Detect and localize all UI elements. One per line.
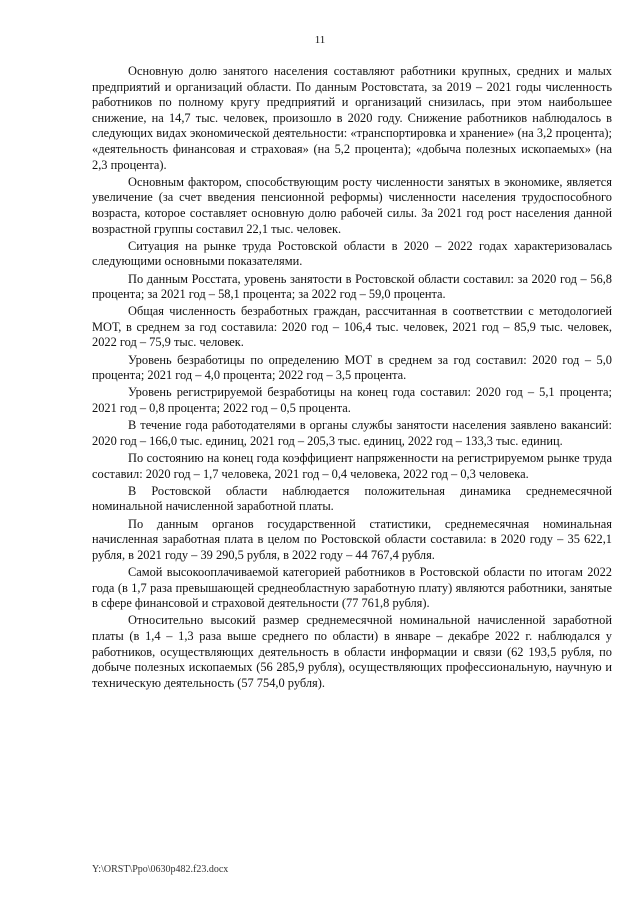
paragraph: Основную долю занятого населения составляют работники крупных, средних и малых предприятий и организаций области. По данным Ростовстата, за 2019 – 2021 годы численность работников по полному кругу предприятий и организаций снизилась, при этом наибольшее снижение, на 14,7 тыс. человек, произошло в 2020 году. Снижение работников наблюдалось в следующих видах экономической деятельности: «транспортировка и хранение» (на 3,2 процента); «деятельность финансовая и страховая» (на 5,2 процента); «добыча полезных ископаемых» (на 2,3 процента). [92,64,612,172]
paragraph: Ситуация на рынке труда Ростовской области в 2020 – 2022 годах характеризовалась следующими основными показателями. [92,238,612,269]
document-body [92,64,612,693]
paragraph: В Ростовской области наблюдается положительная динамика среднемесячной номинальной начисленной заработной платы. [92,483,612,514]
paragraph: По состоянию на конец года коэффициент напряженности на регистрируемом рынке труда составил: 2020 год – 1,7 человека, 2021 год – 0,4 человека, 2022 год – 0,3 человека. [92,451,612,481]
paragraph: Уровень регистрируемой безработицы на конец года составил: 2020 год – 5,1 процента; 2021 год – 0,8 процента; 2022 год – 0,5 процента. [92,385,612,416]
paragraph: В течение года работодателями в органы службы занятости населения заявлено вакансий: 2020 год – 166,0 тыс. единиц, 2021 год – 205,3 тыс. единиц, 2022 год – 133,3 тыс. единиц. [92,418,612,448]
paragraph: Относительно высокий размер среднемесячной номинальной начисленной заработной платы (в 1,4 – 1,3 раза выше среднего по области) в январе – декабре 2022 г. наблюдался у работников, осуществляющих деятельность в области информации и связи (62 193,5 рубля, по добыче полезных ископаемых (56 285,9 рубля), осуществляющих профессиональную, научную и техническую деятельность (57 754,0 рубля). [92,613,612,690]
footer-file-path: Y:\ORST\Ppo\0630p482.f23.docx [92,864,229,875]
paragraph: Уровень безработицы по определению МОТ в среднем за год составил: 2020 год – 5,0 процента; 2021 год – 4,0 процента; 2022 год – 3,5 процента. [92,352,612,383]
page-number: 11 [314,34,326,46]
paragraph: По данным Росстата, уровень занятости в Ростовской области составил: за 2020 год – 56,8 процента; за 2021 год – 58,1 процента; за 2022 год – 59,0 процента. [92,271,612,302]
paragraph: Самой высокооплачиваемой категорией работников в Ростовской области по итогам 2022 года (в 1,7 раза превышающей среднеобластную заработную плату) являются работники, занятые в сфере финансовой и страховой деятельности (77 761,8 рубля). [92,564,612,611]
paragraph: Общая численность безработных граждан, рассчитанная в соответствии с методологией МОТ, в среднем за год составила: 2020 год – 106,4 тыс. человек, 2021 год – 85,9 тыс. человек, 2022 год – 75,9 тыс. человек. [92,304,612,350]
paragraph: По данным органов государственной статистики, среднемесячная номинальная начисленная заработная плата в целом по Ростовской области составила: в 2020 году – 35 622,1 рубля, в 2021 году – 39 290,5 рубля, в 2022 году – 44 767,4 рубля. [92,516,612,562]
paragraph: Основным фактором, способствующим росту численности занятых в экономике, является увеличение (за счет введения пенсионной реформы) численности населения трудоспособного возраста, которое составляет основную долю рабочей силы. За 2021 год рост населения данной возрастной группы составил 22,1 тыс. человек. [92,174,612,236]
